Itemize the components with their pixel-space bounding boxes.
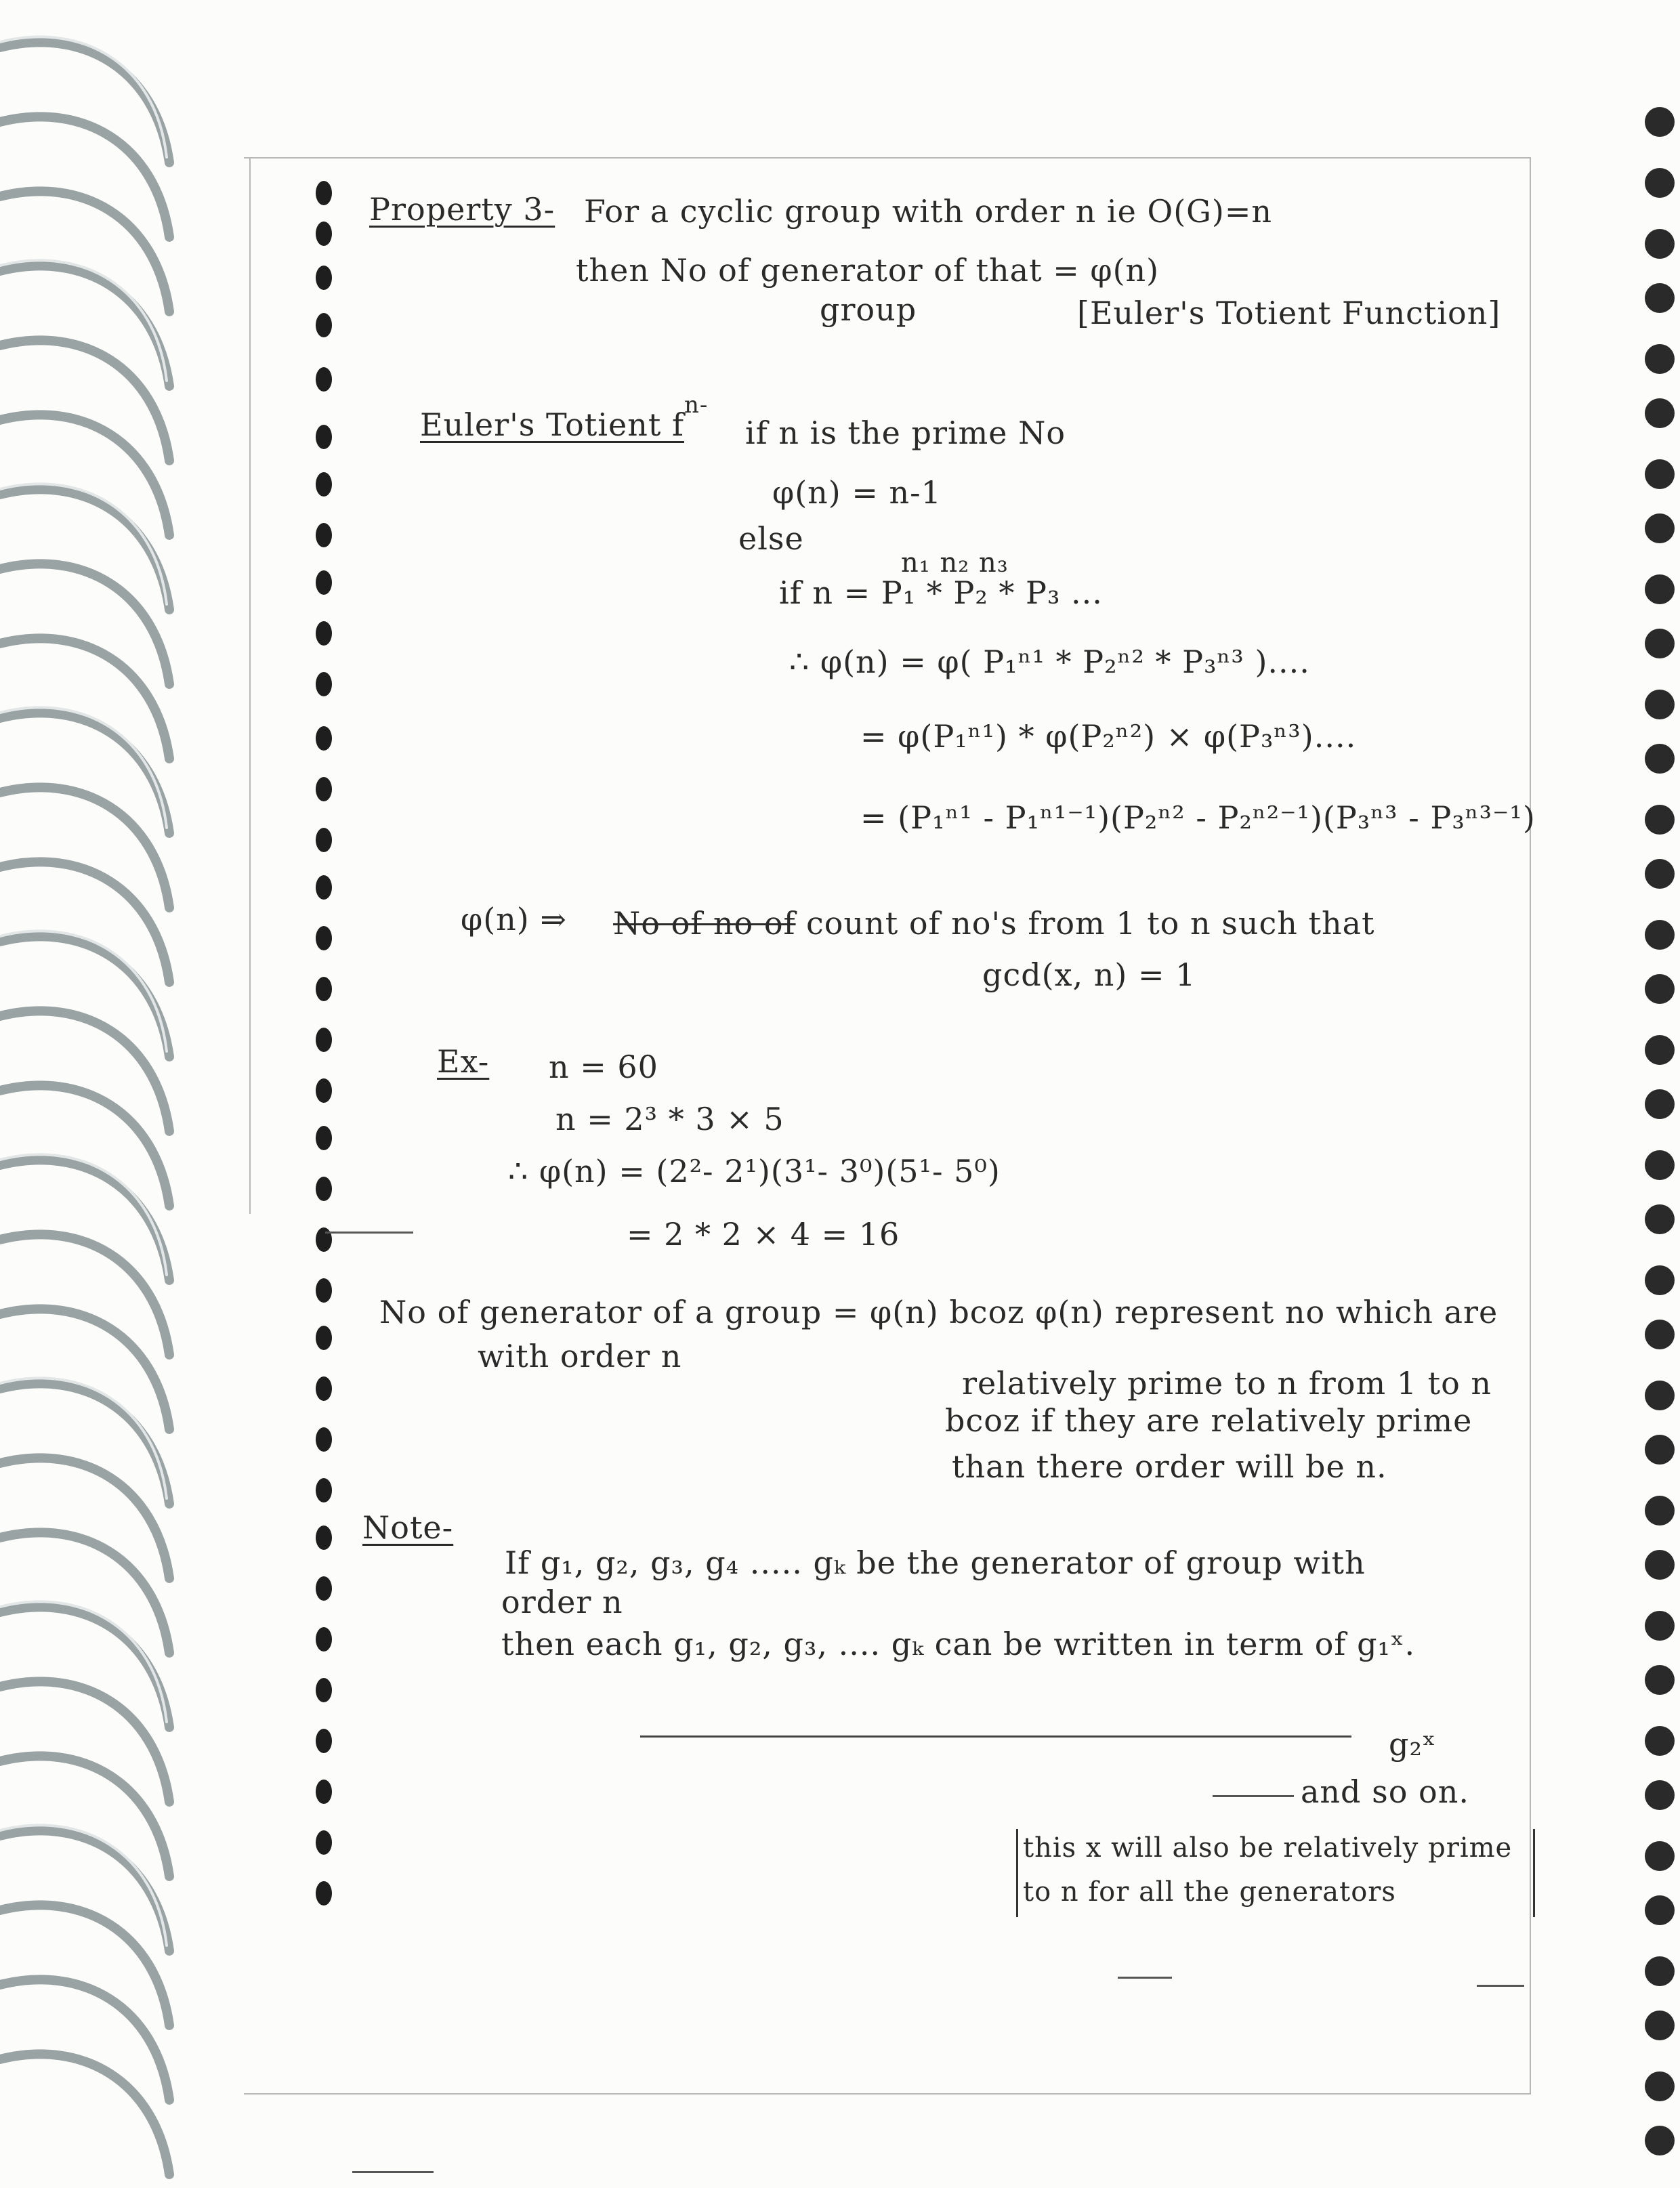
generators-line-4: bcoz if they are relatively prime bbox=[945, 1402, 1473, 1439]
example-line-4: = 2 * 2 × 4 = 16 bbox=[627, 1216, 900, 1253]
frame-right-line bbox=[1530, 157, 1531, 2095]
property-line-3: group bbox=[820, 291, 917, 328]
example-label: Ex- bbox=[437, 1043, 490, 1080]
frame-left-line bbox=[249, 157, 251, 1214]
generators-line-1: No of generator of a group = φ(n) bcoz φ(n) represent no which are bbox=[379, 1294, 1498, 1330]
note-box-line-2: to n for all the generators bbox=[1023, 1876, 1396, 1908]
note-box-line-1: this x will also be relatively prime bbox=[1023, 1832, 1513, 1864]
note-line-3: then each g₁, g₂, g₃, .... gₖ can be written in term of g₁ˣ. bbox=[501, 1626, 1416, 1662]
generators-line-3: relatively prime to n from 1 to n bbox=[962, 1365, 1492, 1402]
example-line-1: n = 60 bbox=[549, 1049, 658, 1085]
note-label: Note- bbox=[362, 1509, 454, 1546]
frame-top-line bbox=[244, 157, 1531, 159]
euler-heading: Euler's Totient f bbox=[420, 406, 684, 443]
euler-eq-expanded: = (P₁ⁿ¹ - P₁ⁿ¹⁻¹)(P₂ⁿ² - P₂ⁿ²⁻¹)(P₃ⁿ³ - P₃ⁿ³⁻¹) bbox=[860, 799, 1536, 836]
stray-dash bbox=[325, 1232, 413, 1234]
note-dash bbox=[1213, 1795, 1294, 1797]
euler-condition: if n is the prime No bbox=[745, 415, 1066, 451]
note-line-5: and so on. bbox=[1301, 1773, 1469, 1810]
example-line-3: ∴ φ(n) = (2²- 2¹)(3¹- 3⁰)(5¹- 5⁰) bbox=[508, 1153, 1001, 1190]
right-edge-holes bbox=[1639, 0, 1680, 2188]
definition-rhs: count of no's from 1 to n such that bbox=[806, 905, 1375, 942]
binding-holes bbox=[312, 0, 339, 2188]
example-line-2: n = 2³ * 3 × 5 bbox=[555, 1101, 784, 1137]
note-rule bbox=[640, 1735, 1351, 1738]
spiral-binding bbox=[0, 0, 203, 2188]
property-line-2: then No of generator of that = φ(n) bbox=[576, 252, 1160, 289]
property-line-1: For a cyclic group with order n ie O(G)=n bbox=[584, 193, 1273, 230]
definition-struck: No of no of bbox=[613, 905, 796, 942]
generators-line-2: with order n bbox=[478, 1338, 682, 1374]
euler-else: else bbox=[738, 520, 804, 557]
euler-eq-phi-product: ∴ φ(n) = φ( P₁ⁿ¹ * P₂ⁿ² * P₃ⁿ³ ).... bbox=[789, 644, 1310, 680]
euler-exponents: n₁ n₂ n₃ bbox=[901, 547, 1009, 578]
stray-dash bbox=[1477, 1985, 1524, 1987]
frame-bottom-line bbox=[244, 2093, 1531, 2095]
euler-eq-phi-split: = φ(P₁ⁿ¹) * φ(P₂ⁿ²) × φ(P₃ⁿ³).... bbox=[860, 718, 1357, 755]
generators-line-5: than there order will be n. bbox=[952, 1448, 1387, 1485]
euler-eq-factor: if n = P₁ * P₂ * P₃ ... bbox=[779, 574, 1103, 611]
euler-heading-sup: n- bbox=[684, 392, 709, 419]
note-line-2: order n bbox=[501, 1584, 623, 1620]
definition-lhs: φ(n) ⇒ bbox=[461, 901, 567, 938]
euler-eq-prime: φ(n) = n-1 bbox=[772, 474, 942, 511]
property-heading: Property 3- bbox=[369, 191, 555, 228]
stray-dash bbox=[1118, 1977, 1172, 1979]
note-line-1: If g₁, g₂, g₃, g₄ ..... gₖ be the generator of group with bbox=[505, 1544, 1366, 1581]
note-line-4: g₂ˣ bbox=[1389, 1726, 1437, 1763]
stray-dash bbox=[352, 2171, 434, 2173]
definition-gcd: gcd(x, n) = 1 bbox=[982, 956, 1196, 993]
euler-function-label: [Euler's Totient Function] bbox=[1077, 295, 1501, 331]
